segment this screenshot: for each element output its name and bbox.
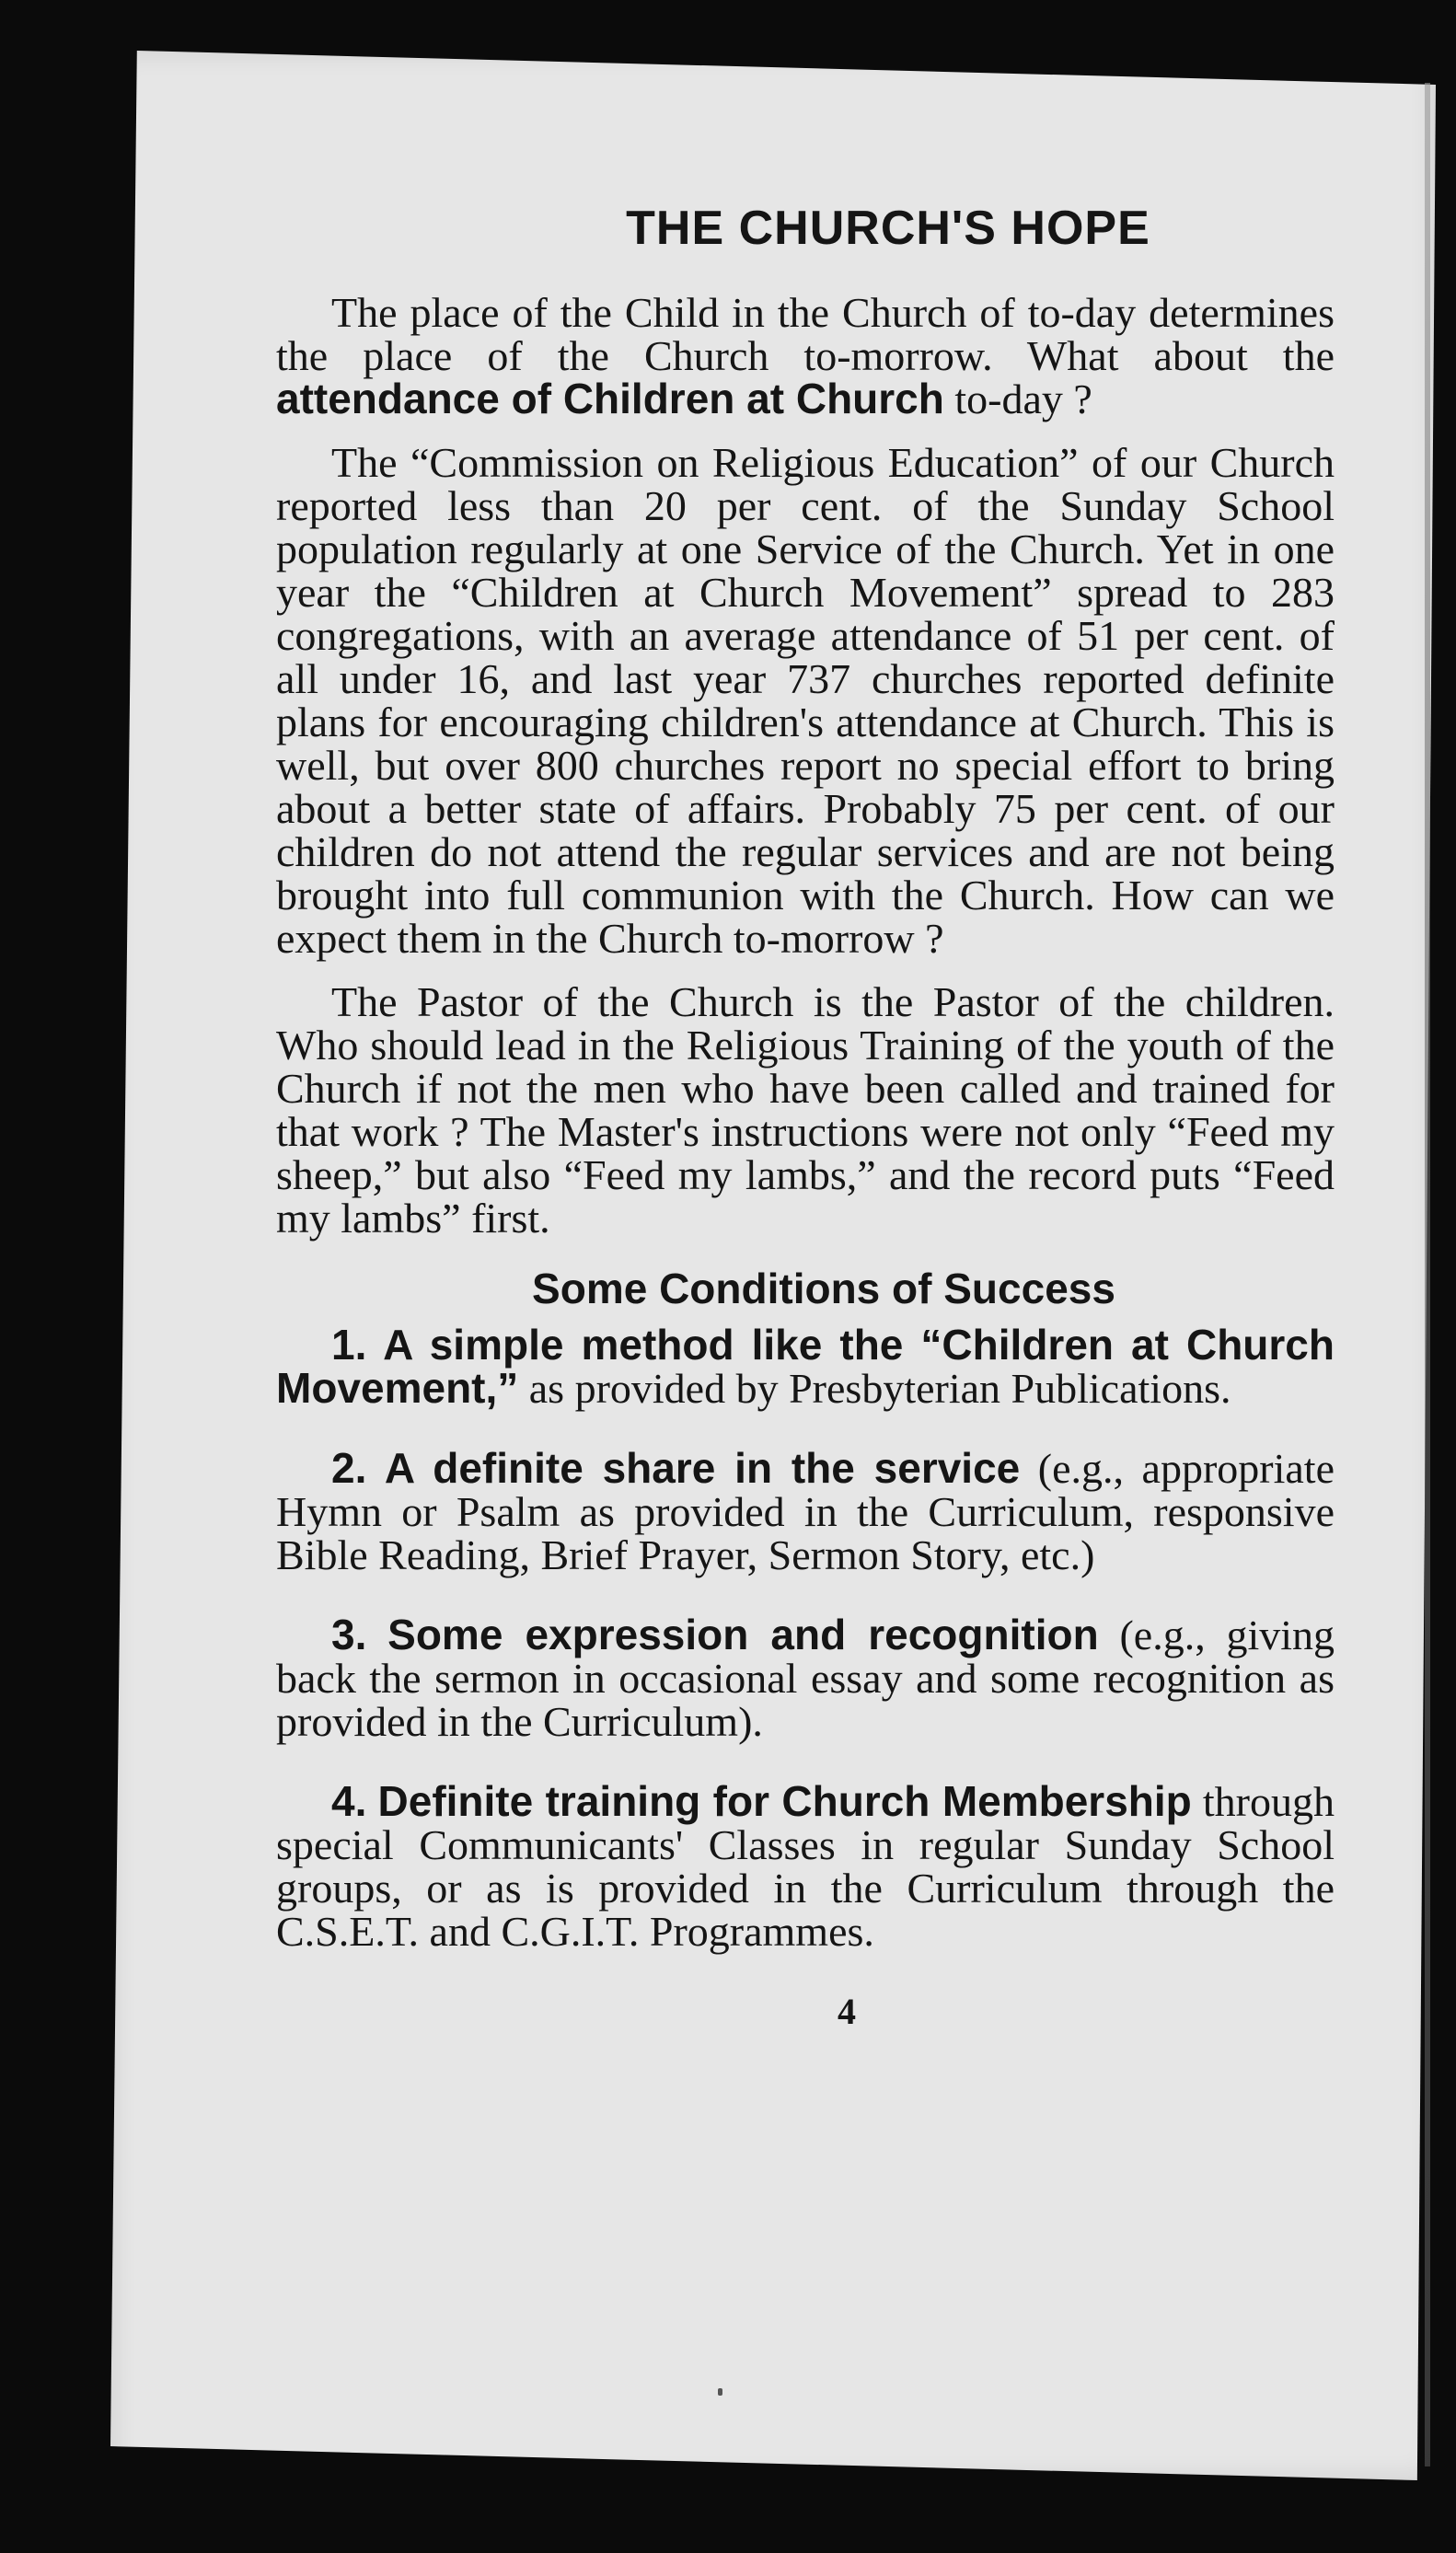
- paragraph-3: The Pastor of the Church is the Pastor of the children. Who should lead in the Religious Training of the youth of the Church if not the men who have been called and trained for that work ? The Master's instructions were not only “Feed my sheep,” but also “Feed my lambs,” and the record puts “Feed my lambs” first.: [276, 978, 1335, 1242]
- paragraph-1: [276, 291, 1335, 421]
- paragraph-2: The “Commission on Religious Education” of our Church reported less than 20 per cent. of the Sunday School population regularly at one Service of the Church. Yet in one year the “Children at Church Movement” spread to 283 congregations, with an average attendance of 51 per cent. of all under 16, and last year 737 churches reported definite plans for encouraging children's attendance at Church. This is well, but over 800 churches report no special effort to bring about a better state of affairs. Probably 75 per cent. of our children do not attend the regular services and are not being brought into full communion with the Church. How can we expect them in the Church to-morrow ?: [276, 439, 1335, 962]
- condition-item-4: [276, 1777, 1335, 1955]
- ink-speck: [718, 2388, 722, 2396]
- page-number: 4: [838, 1991, 856, 2032]
- page-content: [276, 202, 1335, 2033]
- condition-text: (e.g., appropriate Hymn or Psalm as provided in the Curriculum, responsive Bible Reading, Brief Prayer, Sermon Story, etc.): [276, 1445, 1335, 1578]
- page-edge: [1425, 83, 1430, 2466]
- condition-item-1: [276, 1323, 1335, 1410]
- condition-number: 2.: [331, 1444, 367, 1492]
- condition-heading: Definite training for Church Membership: [377, 1777, 1192, 1825]
- condition-number: 1.: [331, 1321, 367, 1369]
- section-heading: Some Conditions of Success: [532, 1265, 1115, 1312]
- condition-heading: A simple method like the “Children at Church Movement,”: [276, 1321, 1335, 1412]
- condition-number: 4.: [331, 1777, 367, 1825]
- condition-number: 3.: [331, 1611, 367, 1658]
- page-title: THE CHURCH'S HOPE: [626, 202, 1150, 255]
- condition-item-3: [276, 1613, 1335, 1743]
- condition-text: through special Communicants' Classes in regular Sunday School groups, or as is provided in the Curriculum through the C.S.E.T. and C.G.I.T. Programmes.: [276, 1778, 1335, 1955]
- condition-heading: A definite share in the service: [384, 1444, 1021, 1492]
- paragraph-1-emphasis: attendance of Children at Church: [276, 375, 944, 422]
- condition-text: (e.g., giving back the sermon in occasional essay and some recognition as provided in the Curriculum).: [276, 1612, 1335, 1745]
- paragraph-1-text-start: The place of the Child in the Church of to-day determines the place of the Church to-morrow. What about the: [276, 289, 1335, 379]
- paragraph-1-text-end: to-day ?: [943, 375, 1092, 422]
- condition-item-2: [276, 1444, 1335, 1578]
- condition-heading: Some expression and recognition: [387, 1611, 1099, 1658]
- condition-text: as provided by Presbyterian Publications.: [518, 1365, 1231, 1412]
